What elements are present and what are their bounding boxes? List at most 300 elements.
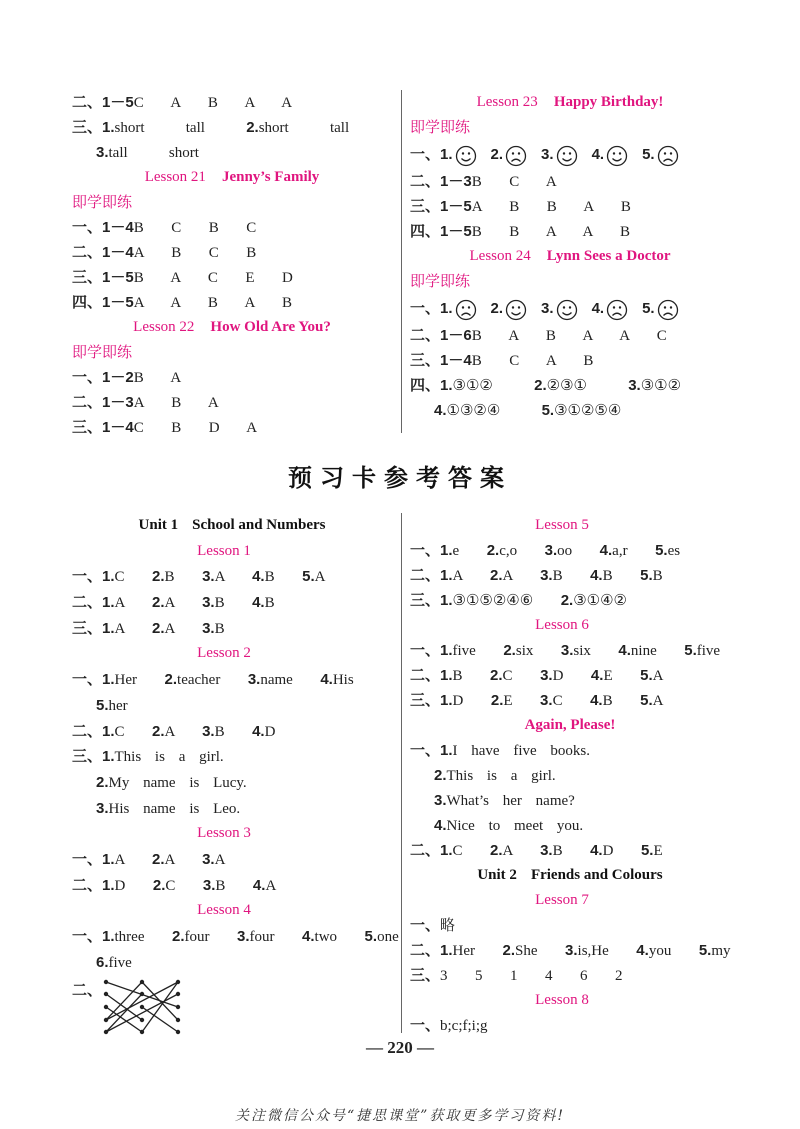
lesson-number: Lesson 4 xyxy=(197,902,251,919)
question-label: 2. xyxy=(172,928,185,945)
happy-face-icon xyxy=(556,145,578,167)
question-label: 三、 xyxy=(410,967,441,984)
answer-text: A xyxy=(214,569,253,586)
answer-text: ①③②④ xyxy=(446,403,542,419)
question-label: 5. xyxy=(640,692,653,709)
lesson-heading xyxy=(410,988,730,1013)
item-number: 3. xyxy=(541,146,554,163)
answer-text: teacher xyxy=(177,672,248,689)
answer-row xyxy=(72,365,392,390)
item-number: 2. xyxy=(490,146,504,163)
practice-subheading: 即学即练 xyxy=(410,118,471,136)
answer-text: B xyxy=(264,595,275,612)
question-label: 4. xyxy=(252,722,265,740)
answer-text: His name is Leo. xyxy=(108,800,241,817)
question-label: 5. xyxy=(96,696,109,714)
answer-row xyxy=(72,390,392,415)
answer-text: Nice to meet you. xyxy=(446,818,584,834)
answer-text: B xyxy=(264,569,303,586)
answer-text: I have five books. xyxy=(452,743,590,759)
answer-row xyxy=(72,796,392,822)
question-label: 三、1. xyxy=(72,119,115,136)
answer-row xyxy=(410,323,730,348)
answer-text: oo xyxy=(557,543,600,559)
lesson-heading xyxy=(72,165,392,190)
answer-row xyxy=(410,813,730,838)
question-label: 5. xyxy=(640,567,653,584)
answer-text: B A C E D xyxy=(133,270,293,286)
question-label: 2. xyxy=(96,773,109,791)
lesson-number: Lesson 24 xyxy=(469,248,531,264)
top-right-column xyxy=(410,90,730,423)
answer-text: c,o xyxy=(499,543,545,559)
lesson-title: Friends and Colours xyxy=(530,867,663,883)
question-label: 4. xyxy=(434,402,447,419)
question-label: 一、 xyxy=(410,1017,441,1034)
answer-row xyxy=(410,219,730,244)
question-label: 5. xyxy=(698,942,712,959)
answer-text: B C A B xyxy=(471,353,594,369)
answer-text: six xyxy=(573,643,619,659)
question-label: 5. xyxy=(640,667,653,684)
answer-text: D xyxy=(114,877,153,894)
answer-text: She xyxy=(515,943,566,959)
answer-row xyxy=(72,847,392,873)
lesson-heading xyxy=(72,898,392,924)
question-label: 一、 xyxy=(410,300,441,317)
question-label: 3. xyxy=(96,799,109,817)
answer-text: C xyxy=(114,723,153,740)
question-label: 3. xyxy=(202,876,216,894)
answer-text: her xyxy=(108,697,128,714)
answer-row xyxy=(72,564,392,590)
question-label: 二、1. xyxy=(410,842,453,859)
answer-row xyxy=(72,719,392,745)
item-number: 1. xyxy=(440,300,453,317)
question-label: 三、1－4 xyxy=(72,419,134,436)
answer-text: nine xyxy=(630,643,685,659)
answer-row xyxy=(410,913,730,938)
lesson-title: Lynn Sees a Doctor xyxy=(546,248,671,264)
answer-row xyxy=(410,169,730,194)
question-label: 一、1. xyxy=(72,671,115,689)
answer-text: A xyxy=(452,568,491,584)
answer-text: short tall xyxy=(258,120,350,136)
question-label: 二、 xyxy=(72,982,103,1000)
answer-text: My name is Lucy. xyxy=(108,774,247,791)
question-label: 3. xyxy=(202,722,215,740)
question-label: 三、1. xyxy=(410,692,453,709)
answer-row xyxy=(410,194,730,219)
answer-text: ③①② xyxy=(640,378,682,394)
practice-subheading: 即学即练 xyxy=(72,193,133,211)
question-label: 3. xyxy=(202,850,215,868)
answer-text: my xyxy=(711,943,731,959)
answer-text: C xyxy=(552,693,591,709)
question-label: 3. xyxy=(560,642,574,659)
question-label: 一、 xyxy=(410,917,441,934)
question-label: 5. xyxy=(541,402,555,419)
answer-text: B xyxy=(214,620,225,637)
answer-text: A xyxy=(214,851,226,868)
question-label: 2. xyxy=(502,942,516,959)
answer-text: A xyxy=(502,568,541,584)
question-label: 一、 xyxy=(410,146,441,163)
answer-text: es xyxy=(667,543,681,559)
question-label: 4. xyxy=(252,876,266,894)
answer-text: C xyxy=(114,569,153,586)
answer-text: C xyxy=(502,668,541,684)
question-label: 2. xyxy=(490,667,503,684)
answer-row xyxy=(410,738,730,763)
answer-row xyxy=(72,975,392,1037)
answer-text: A B B A B xyxy=(471,199,631,215)
item-number: 4. xyxy=(591,146,605,163)
answer-row xyxy=(410,1013,730,1038)
answer-row xyxy=(410,563,730,588)
bottom-right-column xyxy=(410,513,730,1038)
lesson-number: Lesson 2 xyxy=(197,645,251,662)
question-label: 2. xyxy=(490,842,503,859)
question-label: 2. xyxy=(486,542,500,559)
answer-text: Her xyxy=(114,672,165,689)
answer-text: A xyxy=(114,620,153,637)
answer-row xyxy=(410,688,730,713)
lesson-heading xyxy=(72,315,392,340)
lesson-title: School and Numbers xyxy=(192,517,326,533)
answer-text: D xyxy=(452,693,491,709)
question-label: 3. xyxy=(540,667,553,684)
answer-text: D xyxy=(602,843,641,859)
answer-row xyxy=(410,588,730,613)
question-label: 2. xyxy=(152,568,165,586)
question-label: 二、1. xyxy=(410,942,453,959)
answer-row xyxy=(72,950,392,976)
question-label: 三、1－5 xyxy=(72,269,134,286)
lesson-number: Lesson 1 xyxy=(197,542,251,559)
page-number: — 220 — xyxy=(366,1038,434,1057)
sad-face-icon xyxy=(657,145,679,167)
question-label: 4. xyxy=(320,671,333,689)
lesson-heading xyxy=(72,641,392,667)
column-divider xyxy=(401,90,402,433)
question-label: 3. xyxy=(540,842,553,859)
question-label: 三、1. xyxy=(72,748,115,766)
answer-text: b;c;f;i;g xyxy=(440,1018,488,1034)
answer-text: one xyxy=(377,929,399,945)
item-number: 3. xyxy=(541,300,554,317)
question-label: 4. xyxy=(636,942,649,959)
lesson-number: Unit 1 xyxy=(138,517,179,533)
unit-heading xyxy=(72,513,392,539)
question-label: 三、1. xyxy=(72,619,115,637)
question-label: 2. xyxy=(152,619,165,637)
question-label: 三、1－4 xyxy=(410,352,472,369)
answer-text: five xyxy=(452,643,504,659)
answer-text: e xyxy=(452,543,487,559)
lesson-number: Unit 2 xyxy=(477,867,517,883)
sad-face-icon xyxy=(455,299,477,321)
section-title: 预习卡参考答案 xyxy=(288,463,512,492)
footer-note: 关注微信公众号“捷思课堂”获取更多学习资料! xyxy=(235,1108,565,1124)
question-label: 5. xyxy=(302,568,315,586)
question-label: 二、1. xyxy=(72,594,115,612)
answer-text: tall short xyxy=(108,145,199,161)
answer-text: B C B C xyxy=(133,220,257,236)
answer-row xyxy=(410,838,730,863)
answer-row xyxy=(410,638,730,663)
lesson-number: Lesson 5 xyxy=(535,517,589,533)
question-label: 4. xyxy=(590,567,603,584)
question-label: 二、1. xyxy=(410,667,453,684)
answer-text: ③①② xyxy=(452,378,535,394)
question-label: 一、1. xyxy=(72,568,115,586)
sad-face-icon xyxy=(657,299,679,321)
answer-row xyxy=(72,667,392,693)
lesson-number: Lesson 22 xyxy=(133,319,195,335)
answer-text: B xyxy=(215,877,253,894)
answer-row xyxy=(410,963,730,988)
answer-row xyxy=(72,693,392,719)
question-label: 二、1－5 xyxy=(72,94,134,111)
answer-text: B xyxy=(552,568,591,584)
answer-row xyxy=(410,373,730,398)
answer-text: a,r xyxy=(612,543,656,559)
question-label: 2. xyxy=(534,377,547,394)
question-label: 3. xyxy=(202,568,215,586)
question-label: 4. xyxy=(590,692,603,709)
question-label: 3. xyxy=(628,377,641,394)
lesson-title: Again, Please! xyxy=(524,717,616,733)
question-label: 四、1－5 xyxy=(410,223,472,240)
question-label: 3. xyxy=(434,792,447,809)
question-label: 三、1－5 xyxy=(410,198,472,215)
lesson-heading xyxy=(72,821,392,847)
answer-text: B xyxy=(164,569,203,586)
question-label: 4. xyxy=(252,568,265,586)
item-number: 4. xyxy=(591,300,605,317)
question-label: 6. xyxy=(96,953,109,971)
question-label: 5. xyxy=(684,642,697,659)
question-label: 3. xyxy=(540,692,553,709)
answer-text: A xyxy=(502,843,541,859)
question-label: 二、1－3 xyxy=(410,173,472,190)
answer-row xyxy=(410,663,730,688)
question-label: 4. xyxy=(590,667,604,684)
answer-row xyxy=(72,744,392,770)
lesson-number: Lesson 6 xyxy=(535,617,589,633)
answer-text: D xyxy=(264,723,276,740)
answer-text: A xyxy=(114,851,153,868)
answer-text: 略 xyxy=(440,918,456,934)
practice-subheading: 即学即练 xyxy=(72,343,133,361)
answer-text: A B A xyxy=(133,395,219,411)
answer-text: C A B A A xyxy=(133,95,293,111)
lesson-title: How Old Are You? xyxy=(210,319,331,335)
top-left-column xyxy=(72,90,392,440)
question-label: 二、1－4 xyxy=(72,244,134,261)
answer-text: three xyxy=(114,929,172,945)
answer-text: A xyxy=(652,668,664,684)
answer-text: B A B A A C xyxy=(471,328,667,344)
question-label: 2. xyxy=(152,850,165,868)
answer-text: Her xyxy=(452,943,503,959)
answer-text: ③①⑤②④⑥ xyxy=(452,593,561,609)
answer-text: C xyxy=(452,843,491,859)
answer-text: you xyxy=(648,943,699,959)
answer-text: five xyxy=(108,954,132,971)
question-label: 2. xyxy=(503,642,516,659)
answer-row xyxy=(72,924,399,950)
answer-text: is,He xyxy=(577,943,637,959)
practice-subheading: 即学即练 xyxy=(410,272,471,290)
answer-row xyxy=(72,265,392,290)
lesson-heading xyxy=(410,244,730,269)
answer-text: E xyxy=(603,668,641,684)
unit-heading xyxy=(410,863,730,888)
answer-text: four xyxy=(184,929,238,945)
question-label: 5. xyxy=(655,542,668,559)
answer-row xyxy=(72,616,392,642)
lesson-title: Jenny’s Family xyxy=(221,169,320,185)
question-label: 一、1. xyxy=(410,742,453,759)
question-label: 二、1. xyxy=(410,567,453,584)
answer-row xyxy=(72,290,392,315)
item-number: 5. xyxy=(642,300,655,317)
question-label: 3. xyxy=(565,942,578,959)
happy-face-icon xyxy=(455,145,477,167)
question-label: 2. xyxy=(152,876,166,894)
answer-row xyxy=(72,240,392,265)
answer-row xyxy=(72,770,392,796)
answer-text: A xyxy=(164,851,203,868)
answer-text: 3 5 1 4 6 2 xyxy=(440,968,623,984)
item-number: 5. xyxy=(642,146,655,163)
happy-face-icon xyxy=(606,145,628,167)
lesson-number: Lesson 8 xyxy=(535,992,589,1008)
answer-text: ③①④② xyxy=(573,593,628,609)
sad-face-icon xyxy=(505,145,527,167)
question-label: 2. xyxy=(164,671,178,689)
answer-text: E xyxy=(503,693,541,709)
lesson-heading xyxy=(410,513,730,538)
answer-row xyxy=(410,294,730,323)
answer-row xyxy=(72,873,392,899)
question-label: 2. xyxy=(560,592,574,609)
lesson-heading xyxy=(410,713,730,738)
answer-text: A xyxy=(114,595,153,612)
question-label: 2. xyxy=(434,767,447,784)
question-label: 一、1. xyxy=(72,850,115,868)
answer-text: E xyxy=(653,843,663,859)
question-label: 2. xyxy=(490,692,504,709)
question-label: 二、1－6 xyxy=(410,327,472,344)
answer-row xyxy=(72,90,392,115)
answer-row xyxy=(410,938,730,963)
answer-row xyxy=(410,538,730,563)
answer-row xyxy=(72,590,392,616)
answer-text: B xyxy=(602,693,641,709)
answer-text: B B A A B xyxy=(471,224,631,240)
answer-text: A A B A B xyxy=(133,295,293,311)
answer-row xyxy=(72,115,392,140)
answer-text: A B C B xyxy=(133,245,257,261)
question-label: 四、1－5 xyxy=(72,294,134,311)
question-label: 4. xyxy=(618,642,631,659)
question-label: 4. xyxy=(599,542,613,559)
question-label: 5. xyxy=(364,928,378,945)
lesson-heading xyxy=(410,613,730,638)
question-label: 三、1. xyxy=(410,592,453,609)
question-label: 一、1. xyxy=(410,642,453,659)
answer-text: B xyxy=(602,568,641,584)
question-label: 3. xyxy=(544,542,558,559)
question-label: 3. xyxy=(237,928,250,945)
answer-text: A xyxy=(164,595,203,612)
question-label: 二、1－3 xyxy=(72,394,134,411)
lesson-heading xyxy=(72,539,392,565)
happy-face-icon xyxy=(556,299,578,321)
answer-text: five xyxy=(696,643,721,659)
matching-lines-diagram xyxy=(102,979,182,1035)
question-label: 2. xyxy=(490,567,503,584)
question-label: 一、1－4 xyxy=(72,219,134,236)
question-label: 2. xyxy=(152,594,165,612)
question-label: 2. xyxy=(246,119,259,136)
lesson-number: Lesson 21 xyxy=(144,169,206,185)
answer-row xyxy=(410,140,730,169)
question-label: 4. xyxy=(434,817,447,834)
question-label: 3. xyxy=(202,619,215,637)
answer-text: A xyxy=(164,723,203,740)
question-label: 2. xyxy=(152,722,165,740)
question-label: 四、1. xyxy=(410,377,453,394)
answer-text: This is a girl. xyxy=(114,749,224,766)
answer-text: B A xyxy=(133,370,182,386)
answer-text: What’s her name? xyxy=(446,793,575,809)
answer-row xyxy=(72,215,392,240)
question-label: 3. xyxy=(540,567,553,584)
answer-text: This is a girl. xyxy=(446,768,556,784)
answer-text: C B D A xyxy=(133,420,258,436)
answer-text: B xyxy=(452,668,491,684)
question-label: 5. xyxy=(640,842,654,859)
answer-text: four xyxy=(249,929,303,945)
answer-text: D xyxy=(552,668,591,684)
answer-text: C xyxy=(165,877,203,894)
answer-text: A xyxy=(652,693,664,709)
lesson-heading xyxy=(410,90,730,115)
lesson-heading xyxy=(410,888,730,913)
answer-text: A xyxy=(265,877,277,894)
question-label: 4. xyxy=(590,842,603,859)
answer-row xyxy=(410,788,730,813)
question-label: 一、1. xyxy=(72,928,115,945)
sad-face-icon xyxy=(606,299,628,321)
item-number: 1. xyxy=(440,146,453,163)
question-label: 4. xyxy=(252,594,265,612)
answer-text: B xyxy=(214,723,253,740)
column-divider xyxy=(401,513,402,1033)
lesson-number: Lesson 3 xyxy=(197,825,251,842)
item-number: 2. xyxy=(490,300,504,317)
answer-text: short tall xyxy=(114,120,247,136)
question-label: 3. xyxy=(247,671,261,689)
answer-row xyxy=(410,348,730,373)
bottom-left-column xyxy=(72,513,399,1037)
happy-face-icon xyxy=(505,299,527,321)
answer-row xyxy=(410,398,730,423)
